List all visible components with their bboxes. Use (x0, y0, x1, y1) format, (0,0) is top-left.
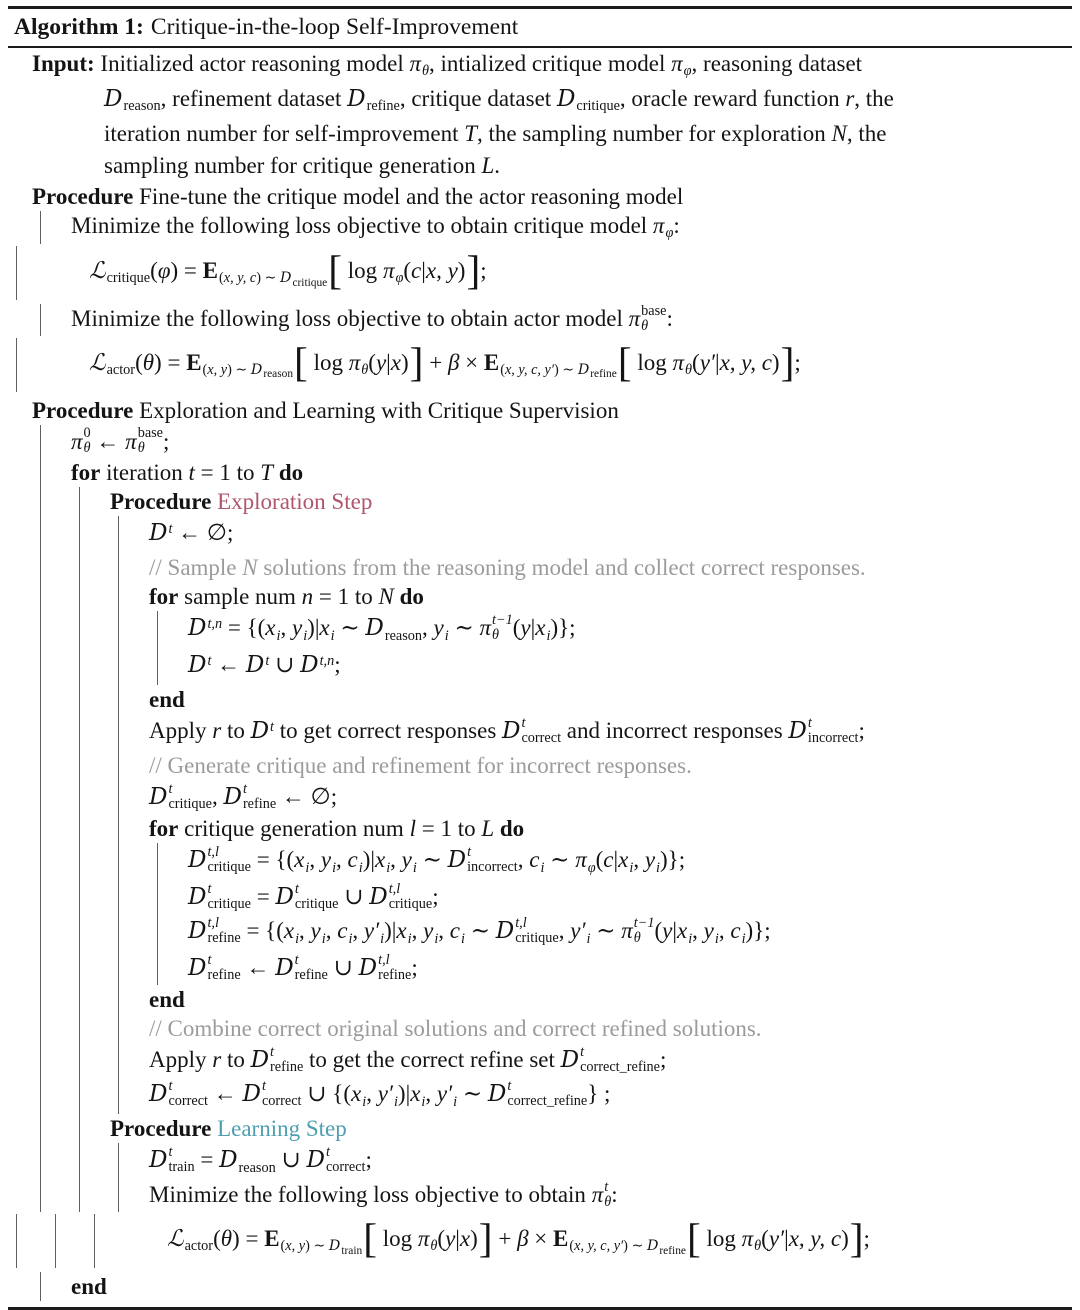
indent-rule (40, 1180, 71, 1212)
indent-rule (16, 1214, 47, 1268)
indent-rule (40, 611, 71, 648)
indent-rule (118, 751, 149, 780)
indent-rule (79, 1143, 110, 1180)
indent-rule (118, 951, 149, 985)
indent-rule (118, 648, 149, 685)
indent-rule (40, 751, 71, 780)
indent-rule (157, 880, 188, 914)
indent-rule (79, 951, 110, 985)
input-line (8, 150, 1072, 182)
indent-rule (118, 553, 149, 582)
procedure-header (8, 396, 1072, 425)
indent-rule (118, 1043, 149, 1077)
indent-rule (118, 780, 149, 814)
indent-rule (40, 714, 71, 751)
indent-rule (40, 304, 71, 336)
indent-rule (79, 1043, 110, 1077)
line-content: D t refine ← D t refine ∪ D t,l refine ; (188, 952, 418, 984)
line-content: $D^t$ ← ∅; (149, 520, 234, 547)
statement-line (8, 516, 1072, 553)
line-content: Minimize the following loss objective to obtain critique model πφ: (71, 213, 680, 242)
line-content: for critique generation num l = 1 to L do (149, 816, 525, 842)
input-line (8, 118, 1072, 150)
statement-line (8, 582, 1072, 611)
line-content: Procedure Fine-tune the critique model and the actor reasoning model (32, 184, 684, 209)
indent-rule (118, 880, 149, 914)
indent-rule (118, 611, 149, 648)
line-content: D t critique , D t refine ← ∅; (149, 781, 338, 813)
indent-rule (40, 914, 71, 951)
indent-rule (79, 487, 110, 516)
indent-rule (40, 553, 71, 582)
line-content: iteration number for self-improvement T, the sampling number for exploration N, the (104, 121, 887, 146)
equation-line (8, 336, 1072, 396)
indent-rule (79, 814, 110, 843)
line-content: end (149, 987, 185, 1013)
indent-rule (118, 843, 149, 880)
indent-rule (40, 458, 71, 487)
statement-line (8, 648, 1072, 685)
comment-line (8, 751, 1072, 780)
line-content: D$^{t,n}$ = {(xi, yi)|xi ∼ Dreason, yi ∼ π t−1 θ (y|xi)}; (188, 612, 576, 644)
line-content: // Sample N solutions from the reasoning model and collect correct responses. (149, 555, 866, 581)
line-content: Minimize the following loss objective to obtain π t θ : (149, 1179, 618, 1211)
indent-rule (94, 1214, 125, 1268)
indent-rule (118, 714, 149, 751)
end-keyword (8, 985, 1072, 1014)
indent-rule (79, 843, 110, 880)
indent-rule (79, 780, 110, 814)
procedure-header (8, 182, 1072, 211)
indent-rule (79, 685, 110, 714)
indent-rule (79, 1077, 110, 1114)
indent-rule (79, 714, 110, 751)
line-content: Minimize the following loss objective to obtain actor model π base θ : (71, 302, 673, 334)
indent-rule (16, 246, 47, 300)
line-content: Dreason, refinement dataset Drefine, critique dataset Dcritique, oracle reward function r, the (104, 86, 894, 115)
indent-rule (40, 1114, 71, 1143)
procedure-header (8, 1114, 1072, 1143)
indent-rule (40, 1014, 71, 1043)
line-content: D t,l critique = {(xi, yi, ci)|xi, yi ∼ D t incorrect , ci ∼ πφ(c|xi, yi)}; (188, 844, 686, 876)
input-line (8, 48, 1072, 83)
indent-rule (157, 611, 188, 648)
statement-line (8, 425, 1072, 459)
indent-rule (40, 1143, 71, 1180)
statement-line (8, 880, 1072, 914)
indent-rule (40, 685, 71, 714)
indent-rule (40, 951, 71, 985)
indent-rule (40, 985, 71, 1014)
indent-rule (55, 1214, 86, 1268)
indent-rule (16, 338, 47, 392)
indent-rule (79, 914, 110, 951)
indent-rule (40, 425, 71, 459)
indent-rule (79, 1014, 110, 1043)
comment-line (8, 1014, 1072, 1043)
indent-rule (157, 648, 188, 685)
end-keyword (8, 1272, 1072, 1301)
statement-line (8, 611, 1072, 648)
indent-rule (118, 685, 149, 714)
end-keyword (8, 685, 1072, 714)
input-line (8, 83, 1072, 118)
indent-rule (79, 648, 110, 685)
indent-rule (79, 582, 110, 611)
line-content: D t train = Dreason ∪ D t correct ; (149, 1144, 372, 1176)
line-content: for iteration t = 1 to T do (71, 460, 304, 486)
line-content: Procedure Learning Step (110, 1116, 347, 1142)
indent-rule (40, 780, 71, 814)
algorithm-label: Algorithm 1: (14, 14, 144, 40)
statement-line (8, 951, 1072, 985)
algorithm-body (8, 48, 1072, 1301)
indent-rule (118, 1180, 149, 1212)
statement-line (8, 1180, 1072, 1212)
line-content: // Generate critique and refinement for incorrect responses. (149, 753, 692, 779)
line-content: for sample num n = 1 to N do (149, 584, 424, 610)
statement-line (8, 1077, 1072, 1114)
line-content: D t,l refine = {(xi, yi, ci, y′i)|xi, yi, ci ∼ D t,l critique , y′i ∼ π t−1 θ (y|xi, yi, ci)}; (188, 915, 771, 947)
statement-line (8, 780, 1072, 814)
line-content: ℒactor(θ) = E(x, y) ∼ $D_{reason}$[ log πθ(y|x)] + β × E(x, y, c, y′) ∼ $D_{refine}$[ log πθ(y′|x, y, c)]; (89, 338, 801, 385)
indent-rule (40, 487, 71, 516)
algorithm-box (8, 6, 1072, 1310)
line-content: end (149, 687, 185, 713)
statement-line (8, 458, 1072, 487)
statement-line (8, 1043, 1072, 1077)
indent-rule (79, 985, 110, 1014)
algorithm-caption (8, 9, 1072, 45)
indent-rule (79, 880, 110, 914)
indent-rule (118, 985, 149, 1014)
indent-rule (79, 516, 110, 553)
procedure-header (8, 487, 1072, 516)
line-content: Procedure Exploration Step (110, 489, 373, 515)
indent-rule (40, 814, 71, 843)
comment-line (8, 553, 1072, 582)
statement-line (8, 211, 1072, 244)
indent-rule (40, 1043, 71, 1077)
line-content: Apply r to D t refine to get the correct refine set D t correct_refine ; (149, 1044, 667, 1076)
indent-rule (40, 1272, 71, 1301)
indent-rule (79, 1180, 110, 1212)
line-content: Apply r to $D^t$ to get correct responses D t correct and incorrect responses D t incorrect ; (149, 715, 865, 747)
equation-line (8, 244, 1072, 304)
indent-rule (118, 814, 149, 843)
algorithm-title: Critique-in-the-loop Self-Improvement (150, 14, 519, 40)
indent-rule (157, 951, 188, 985)
indent-rule (157, 914, 188, 951)
statement-line (8, 843, 1072, 880)
indent-rule (40, 648, 71, 685)
line-content: Input: Initialized actor reasoning model πθ, intialized critique model πφ, reasoning dataset (32, 51, 863, 80)
line-content: ℒactor(θ) = E(x, y) ∼ $D_{train}$[ log πθ(y|x)] + β × E(x, y, c, y′) ∼ $D_{refine}$[ log πθ(y′|x, y, c)]; (167, 1215, 870, 1262)
indent-rule (118, 516, 149, 553)
indent-rule (40, 1077, 71, 1114)
line-content: π 0 θ ← π base θ ; (71, 425, 170, 457)
indent-rule (40, 880, 71, 914)
line-content: sampling number for critique generation L. (104, 153, 501, 178)
line-content: Procedure Exploration and Learning with Critique Supervision (32, 397, 619, 423)
equation-line (8, 1212, 1072, 1272)
line-content: D t correct ← D t correct ∪ {(xi, y′i)|xi, y′i ∼ D t correct_refine } ; (149, 1078, 611, 1110)
indent-rule (118, 582, 149, 611)
line-content: end (71, 1274, 107, 1300)
statement-line (8, 714, 1072, 751)
indent-rule (40, 582, 71, 611)
indent-rule (40, 843, 71, 880)
indent-rule (40, 516, 71, 553)
indent-rule (118, 1143, 149, 1180)
indent-rule (79, 751, 110, 780)
indent-rule (118, 1077, 149, 1114)
statement-line (8, 1143, 1072, 1180)
indent-rule (79, 611, 110, 648)
indent-rule (157, 843, 188, 880)
indent-rule (40, 211, 71, 244)
line-content: // Combine correct original solutions and correct refined solutions. (149, 1016, 762, 1042)
line-content: D t critique = D t critique ∪ D t,l critique ; (188, 881, 439, 913)
indent-rule (118, 914, 149, 951)
statement-line (8, 914, 1072, 951)
line-content: ℒcritique(φ) = E(x, y, c) ∼ $D_{critique}$[ log πφ(c|x, y)]; (89, 247, 487, 293)
indent-rule (118, 1014, 149, 1043)
indent-rule (79, 1114, 110, 1143)
line-content: $D^t$ ← $D^t$ ∪ D$^{t,n}$; (188, 652, 341, 679)
indent-rule (79, 553, 110, 582)
statement-line (8, 304, 1072, 336)
statement-line (8, 814, 1072, 843)
